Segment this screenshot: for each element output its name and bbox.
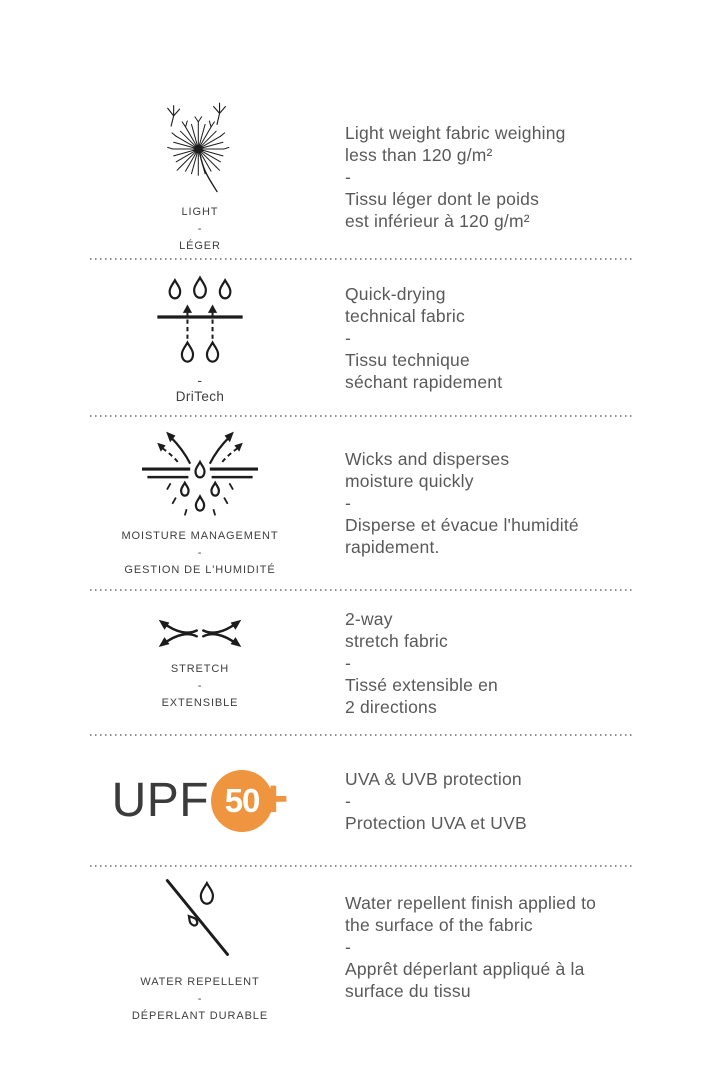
text-line: DriTech <box>175 389 225 404</box>
drying-drops-icon <box>154 270 246 364</box>
light-icon-column <box>90 98 310 255</box>
text-line: - <box>197 373 203 388</box>
upf-description <box>310 768 632 834</box>
text-line: - <box>197 223 203 235</box>
light-description <box>310 122 632 232</box>
text-line: surface du tissu <box>345 981 471 1001</box>
text-line: - <box>345 937 352 957</box>
text-line: Tissu léger dont le poids <box>345 188 540 209</box>
stretch-description <box>310 608 632 718</box>
dritech-description <box>310 283 632 393</box>
text-line: Protection UVA et UVB <box>345 812 527 833</box>
upf-logo-text: UPF <box>111 773 210 827</box>
text-line: - <box>197 992 203 1005</box>
text-line: rapidement. <box>345 537 440 557</box>
feature-row-light <box>90 95 632 258</box>
text-line: MOISTURE MANAGEMENT <box>121 529 279 542</box>
text-line: technical fabric <box>345 305 465 326</box>
feature-row-moisture <box>90 417 632 589</box>
text-line: Disperse et évacue l'humidité <box>345 515 579 535</box>
text-line: LÉGER <box>179 240 221 252</box>
text-line: moisture quickly <box>345 471 474 491</box>
water-repellent-icon <box>157 870 243 965</box>
moisture-icon-column <box>90 428 310 579</box>
text-line: Tissé extensible en <box>345 674 498 695</box>
feature-row-upf <box>90 736 632 865</box>
upf-logo-number: 50 <box>224 781 260 819</box>
text-line: less than 120 g/m² <box>345 144 493 165</box>
water-repellent-description <box>310 892 632 1002</box>
water-repellent-labels <box>132 974 268 1025</box>
text-line: the surface of the fabric <box>345 915 533 935</box>
text-line: Water repellent finish applied to <box>345 893 597 913</box>
text-line: LIGHT <box>181 206 219 218</box>
fabric-features-sheet <box>90 0 632 1027</box>
stretch-icon-column <box>90 614 310 712</box>
text-line: - <box>345 652 352 673</box>
text-line: WATER REPELLENT <box>140 975 260 988</box>
text-line: - <box>345 493 352 513</box>
dritech-labels <box>176 373 225 405</box>
text-line: Apprêt déperlant appliqué à la <box>345 959 585 979</box>
moisture-dispersal-icon <box>133 428 267 519</box>
light-labels <box>179 204 221 255</box>
text-line: UVA & UVB protection <box>345 768 522 789</box>
stretch-labels <box>162 661 239 712</box>
feature-row-water-repellent <box>90 867 632 1027</box>
stretch-arrows-icon <box>150 614 250 652</box>
moisture-description <box>310 448 632 558</box>
text-line: est inférieur à 120 g/m² <box>345 210 530 231</box>
upf-logo-plus: + <box>258 769 289 828</box>
text-line: 2 directions <box>345 696 437 717</box>
text-line: EXTENSIBLE <box>161 696 239 709</box>
upf50-logo <box>112 770 289 832</box>
text-line: DÉPERLANT DURABLE <box>131 1009 269 1022</box>
text-line: stretch fabric <box>345 630 448 651</box>
text-line: Wicks and disperses <box>345 449 510 469</box>
upf-icon-column <box>90 770 310 832</box>
text-line: Light weight fabric weighing <box>345 122 566 143</box>
text-line: - <box>197 679 203 692</box>
text-line: 2-way <box>345 608 393 629</box>
text-line: - <box>345 166 352 187</box>
feature-row-stretch <box>90 591 632 734</box>
feature-row-dritech <box>90 260 632 415</box>
dritech-icon-column <box>90 270 310 405</box>
text-line: Quick-drying <box>345 283 446 304</box>
text-line: - <box>345 327 352 348</box>
text-line: - <box>197 546 203 559</box>
text-line: GESTION DE L'HUMIDITÉ <box>124 563 276 576</box>
moisture-labels <box>121 528 278 579</box>
text-line: STRETCH <box>170 662 230 675</box>
text-line: séchant rapidement <box>345 371 503 392</box>
dandelion-icon <box>149 98 251 195</box>
text-line: - <box>345 790 352 811</box>
water-repellent-icon-column <box>90 870 310 1025</box>
text-line: Tissu technique <box>345 349 470 370</box>
